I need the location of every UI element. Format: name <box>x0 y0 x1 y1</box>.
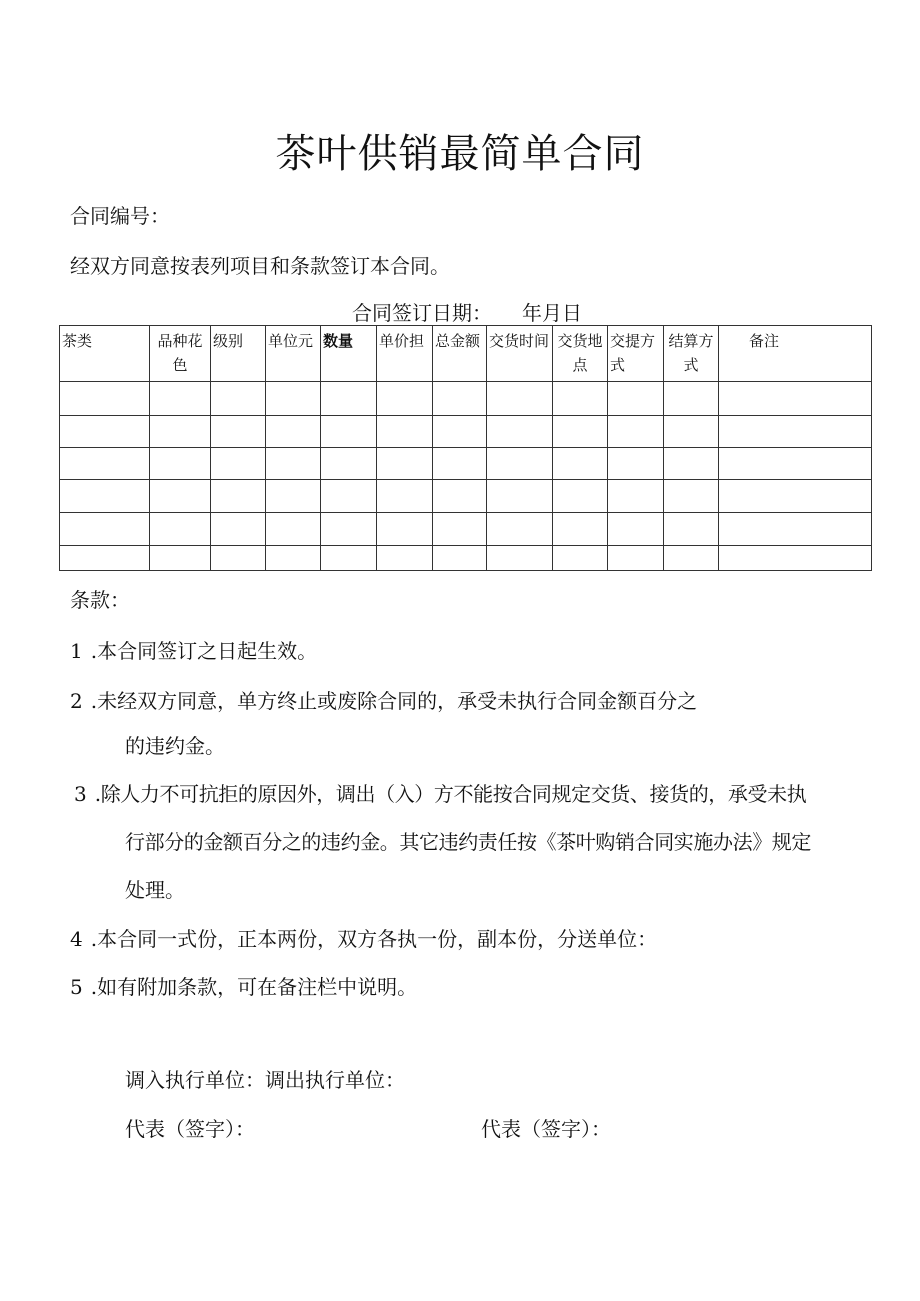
clause-3 <box>74 778 806 807</box>
header-cell: 结算方式 <box>664 326 719 382</box>
header-cell: 单价担 <box>377 326 433 382</box>
header-cell: 级别 <box>211 326 266 382</box>
clause-5 <box>70 971 417 1000</box>
clause-4 <box>70 923 657 952</box>
header-cell: 交提方式 <box>608 326 664 382</box>
intro-text: 经双方同意按表列项目和条款签订本合同。 <box>70 254 450 278</box>
sign-date: 合同签订日期： 年月日 <box>352 301 582 325</box>
clause-number: 4 <box>70 927 83 951</box>
clause-2-continuation: 的违约金。 <box>125 734 225 758</box>
clause-text: .本合同一式份，正本两份，双方各执一份，副本份，分送单位： <box>90 927 658 951</box>
contract-number-label: 合同编号： <box>70 204 170 228</box>
clause-2 <box>70 685 697 714</box>
contract-items-table <box>59 325 872 571</box>
clause-text: .本合同签订之日起生效。 <box>90 639 318 663</box>
header-cell: 总金额 <box>433 326 487 382</box>
signature-rep-right: 代表（签字）： <box>481 1117 611 1141</box>
header-cell: 茶类 <box>60 326 150 382</box>
clause-3-continuation-2: 处理。 <box>125 878 185 902</box>
clause-text: .未经双方同意，单方终止或废除合同的，承受未执行合同金额百分之 <box>90 689 698 713</box>
table-header-row <box>60 326 872 382</box>
clause-3-continuation-1: 行部分的金额百分之的违约金。其它违约责任按《茶叶购销合同实施办法》规定 <box>125 830 811 854</box>
table-row <box>60 416 872 448</box>
clause-number: 1 <box>70 639 83 663</box>
table-row <box>60 382 872 416</box>
clause-text: .如有附加条款，可在备注栏中说明。 <box>90 975 418 999</box>
clause-number: 5 <box>70 975 83 999</box>
table-row <box>60 480 872 513</box>
header-cell: 单位元 <box>266 326 321 382</box>
table-row <box>60 513 872 546</box>
header-cell: 数量 <box>321 326 377 382</box>
clause-number: 3 <box>74 782 87 806</box>
clause-text: .除人力不可抗拒的原因外，调出（入）方不能按合同规定交货、接货的，承受未执 <box>94 782 807 806</box>
header-cell: 交货时间 <box>487 326 553 382</box>
signature-units: 调入执行单位：调出执行单位： <box>125 1068 405 1092</box>
table-row <box>60 546 872 571</box>
header-cell: 交货地点 <box>553 326 608 382</box>
clause-1 <box>70 635 317 664</box>
table-row <box>60 448 872 480</box>
clauses-heading: 条款： <box>70 588 130 612</box>
clause-number: 2 <box>70 689 83 713</box>
signature-rep-left: 代表（签字）： <box>125 1117 255 1141</box>
document-title: 茶叶供销最简单合同 <box>275 131 645 177</box>
header-cell: 品种花色 <box>150 326 211 382</box>
header-cell: 备注 <box>719 326 872 382</box>
